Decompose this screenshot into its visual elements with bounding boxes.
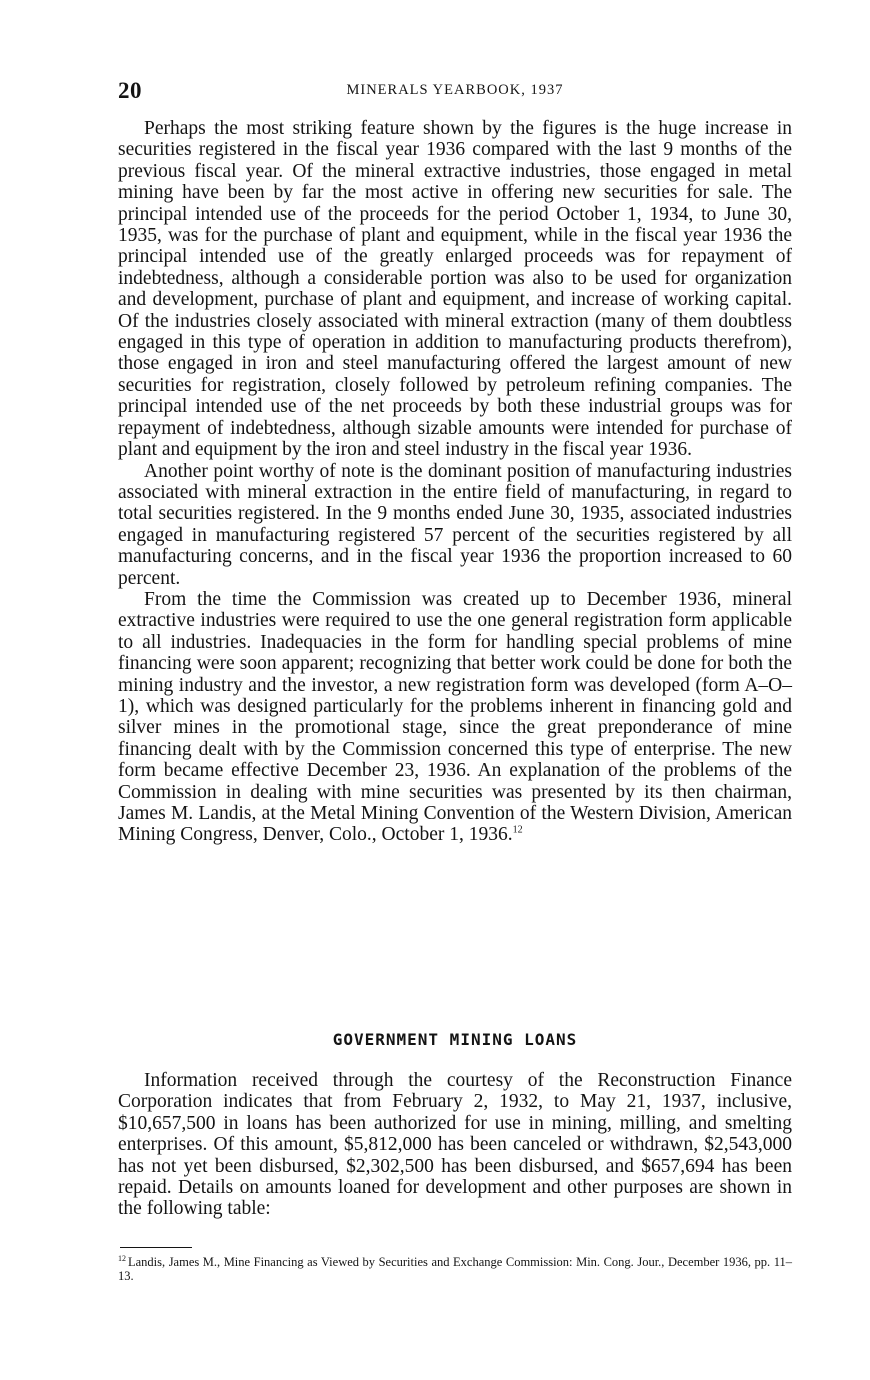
body-text <box>118 118 792 846</box>
paragraph: Another point worthy of note is the dominant position of manufacturing industries associated with mineral extraction in the entire field of manufacturing, in regard to total securities registered. In the 9 months ended June 30, 1935, associated industries engaged in manufacturing registered 57 percent of the securities registered by all manufacturing concerns, and in the fiscal year 1936 the proportion increased to 60 percent. <box>118 460 792 589</box>
paragraph: Information received through the courtesy of the Reconstruction Finance Corporation indicates that from February 2, 1932, to May 21, 1937, inclusive, $10,657,500 in loans has been authorized for use in mining, milling, and smelting enterprises. Of this amount, $5,812,000 has been canceled or withdrawn, $2,543,000 has not yet been disbursed, $2,302,500 has been disbursed, and $657,694 has been repaid. Details on amounts loaned for development and other purposes are shown in the following table: <box>118 1070 792 1220</box>
footnote-text: Landis, James M., Mine Financing as Viewed by Securities and Exchange Commission: Min. Cong. Jour., December 1936, pp. 11–13. <box>118 1255 792 1284</box>
paragraph: Perhaps the most striking feature shown by the figures is the huge increase in securities registered in the fiscal year 1936 compared with the last 9 months of the previous fiscal year. Of the mineral extractive industries, those engaged in metal mining have been by far the most active in offering new securities for sale. The principal intended use of the proceeds for the period October 1, 1934, to June 30, 1935, was for the purchase of plant and equipment, while in the fiscal year 1936 the principal intended use of the greatly enlarged proceeds was for repayment of indebtedness, although a considerable portion was also to be used for organization and development, purchase of plant and equipment, and increase of working capital. Of the industries closely associated with mineral extraction (many of them doubtless engaged in this type of operation in addition to manufacturing products therefrom), those engaged in iron and steel manufacturing offered the largest amount of new securities for registration, closely followed by petroleum refining companies. The principal intended use of the net proceeds by both these industrial groups was for repayment of indebtedness, although sizable amounts were intended for purchase of plant and equipment by the iron and steel industry in the fiscal year 1936. <box>118 118 792 461</box>
section-body-text <box>118 1070 792 1220</box>
footnote-divider <box>120 1247 192 1248</box>
footnote-marker: 12 <box>118 1254 126 1263</box>
paragraph <box>118 589 792 846</box>
footnote-reference: 12 <box>512 824 523 836</box>
section-heading: GOVERNMENT MINING LOANS <box>332 1030 578 1049</box>
footnote <box>118 1252 792 1283</box>
paragraph-text: From the time the Commission was created up to December 1936, mineral extractive industries were required to use the one general registration form applicable to all industries. Inadequacies in the form for handling special problems of mine financing were soon apparent; recognizing that better work could be done for both the mining industry and the investor, a new registration form was developed (form A–O–1), which was designed particularly for the problems inherent in financing gold and silver mines in the promotional stage, since the great preponderance of mine financing dealt with by the Commission concerned this type of enterprise. The new form became effective December 23, 1936. An explanation of the problems of the Commission in dealing with mine securities was presented by its then chairman, James M. Landis, at the Metal Mining Convention of the Western Division, American Mining Congress, Denver, Colo., October 1, 1936. <box>118 588 792 846</box>
running-head: MINERALS YEARBOOK, 1937 <box>346 82 564 98</box>
page-header <box>118 78 792 106</box>
page-number: 20 <box>118 78 142 103</box>
